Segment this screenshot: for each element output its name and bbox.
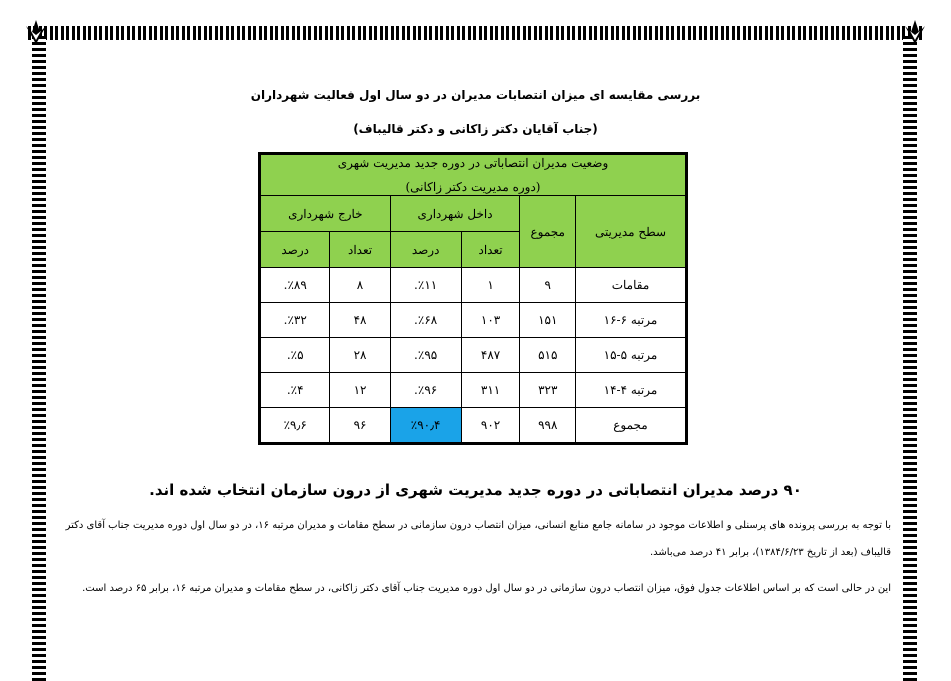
headline-statement: ۹۰ درصد مدیران انتصاباتی در دوره جدید مدیریت شهری از درون سازمان انتخاب شده اند. <box>149 481 802 499</box>
table-row: مقامات ۹ ۱ ٪۱۱. ۸ ٪۸۹. <box>260 268 687 303</box>
document-subtitle: (جناب آقایان دکتر زاکانی و دکتر قالیباف) <box>353 122 598 136</box>
header-level: سطح مدیریتی <box>575 196 686 268</box>
header-inside-count: تعداد <box>461 232 520 268</box>
highlighted-percent-cell: ٪۹۰٫۴ <box>390 408 461 444</box>
managers-statistics-table <box>258 152 688 445</box>
page-border-top <box>28 26 923 40</box>
body-paragraph-1: با توجه به بررسی پرونده های پرسنلی و اطلاعات موجود در سامانه جامع منابع انسانی، میزان انتصاب درون سازمانی در سطح مقامات و مدیران مرتبه ۱۶، در دو سال اول دوره مدیریت جناب آقای دکتر قالیباف (بعد از تاریخ ۱۳۸۴/۶/۲۳)، برابر ۴۱ درصد می‌باشد. <box>65 520 891 558</box>
table-row-total: مجموع ۹۹۸ ۹۰۲ ٪۹۰٫۴ ۹۶ ٪۹٫۶ <box>260 408 687 444</box>
header-outside: خارج شهرداری <box>260 196 391 232</box>
page-border-left <box>32 36 46 681</box>
corner-ornament-icon <box>22 18 50 46</box>
header-outside-count: تعداد <box>330 232 390 268</box>
header-inside-percent: درصد <box>390 232 461 268</box>
document-page <box>60 40 891 681</box>
body-paragraph-2: این در حالی است که بر اساس اطلاعات جدول فوق، میزان انتصاب درون سازمانی در دو سال اول دوره مدیریت جناب آقای دکتر زاکانی، در سطح مقامات و مدیران مرتبه ۱۶، برابر ۶۵ درصد است. <box>82 583 891 594</box>
corner-ornament-icon <box>901 18 929 46</box>
header-total: مجموع <box>520 196 576 268</box>
header-inside: داخل شهرداری <box>390 196 520 232</box>
header-outside-percent: درصد <box>260 232 330 268</box>
table-row: مرتبه ۶-۱۶ ۱۵۱ ۱۰۳ ٪۶۸. ۴۸ ٪۳۲. <box>260 303 687 338</box>
table-row: مرتبه ۴-۱۴ ۳۲۳ ۳۱۱ ٪۹۶. ۱۲ ٪۴. <box>260 373 687 408</box>
document-title: بررسی مقایسه ای میزان انتصابات مدیران در دو سال اول فعالیت شهرداران <box>250 88 701 102</box>
table-caption: وضعیت مدیران انتصاباتی در دوره جدید مدیریت شهری (دوره مدیریت دکتر زاکانی) <box>260 154 687 196</box>
page-border-right <box>903 36 917 681</box>
table-row: مرتبه ۵-۱۵ ۵۱۵ ۴۸۷ ٪۹۵. ۲۸ ٪۵. <box>260 338 687 373</box>
